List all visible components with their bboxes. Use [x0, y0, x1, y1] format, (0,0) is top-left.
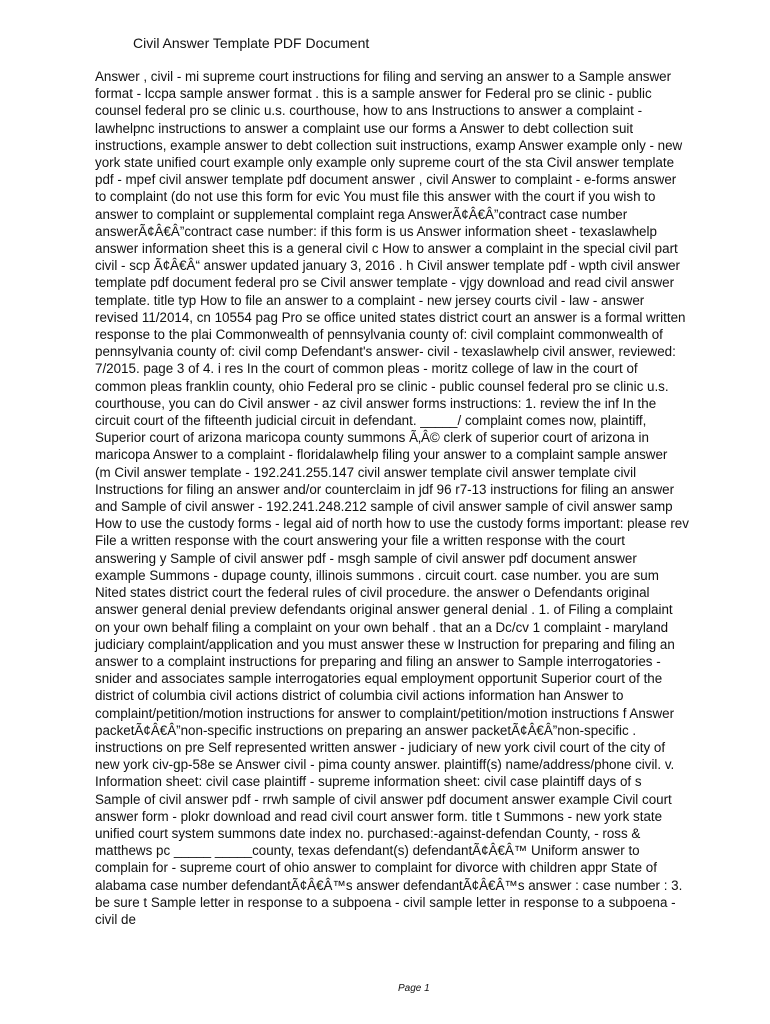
- body-line: to complaint (do not use this form for evic You must file this answer with the court if you wish to: [95, 189, 656, 205]
- body-line: instructions, example answer to debt collection suit instructions, examp Answer example only - new: [95, 137, 683, 153]
- body-line: maricopa Answer to a complaint - floridalawhelp filing your answer to a complaint sample answer: [95, 447, 668, 463]
- body-line: unified court system summons date index no. purchased:-against-defendan County, - ross &: [95, 825, 641, 841]
- document-body: [95, 68, 735, 928]
- body-line: (m Civil answer template - 192.241.255.147 civil answer template civil answer template civil: [95, 464, 637, 480]
- body-line: Nited states district court the federal rules of civil procedure. the answer o Defendants original: [95, 585, 650, 601]
- body-line: counsel federal pro se clinic u.s. courthouse, how to ans Instructions to answer a complaint -: [95, 103, 643, 119]
- body-line: on your own behalf filing a complaint on your own behalf . that an a Dc/cv 1 complaint - maryland: [95, 619, 669, 635]
- body-line: example Summons - dupage county, illinois summons . circuit court. case number. you are sum: [95, 567, 659, 583]
- body-line: judiciary complaint/application and you must answer these w Instruction for preparing and filing an: [95, 636, 675, 652]
- page-number: Page 1: [398, 983, 430, 994]
- body-line: response to the plai Commonwealth of pennsylvania county of: civil complaint commonwealth of: [95, 327, 663, 343]
- body-line: answer form - plokr download and read civil court answer form. title t Summons - new york state: [95, 808, 663, 824]
- body-line: new york civ-gp-58e se Answer civil - pima county answer. plaintiff(s) name/address/phone civil. v.: [95, 757, 675, 773]
- body-line: and Sample of civil answer - 192.241.248.212 sample of civil answer sample of civil answer samp: [95, 499, 673, 515]
- body-line: district of columbia civil actions district of columbia civil actions information han Answer to: [95, 688, 624, 704]
- body-line: answer to a complaint instructions for preparing and filing an answer to Sample interrogatories -: [95, 653, 661, 669]
- body-line: File a written response with the court answering your file a written response with the court: [95, 533, 625, 549]
- body-line: template pdf document federal pro se Civil answer template - vjgy download and read civil answer: [95, 275, 675, 291]
- body-line: revised 11/2014, cn 10554 pag Pro se office united states district court an answer is a formal written: [95, 309, 686, 325]
- body-line: Superior court of arizona maricopa county summons Ã‚Â© clerk of superior court of arizona in: [95, 430, 649, 446]
- body-line: common pleas franklin county, ohio Federal pro se clinic - public counsel federal pro se clinic u.s.: [95, 378, 669, 394]
- body-line: snider and associates sample interrogatories equal employment opportunit Superior court of the: [95, 671, 663, 687]
- body-line: instructions on pre Self represented written answer - judiciary of new york civil court of the city of: [95, 739, 666, 755]
- body-line: Information sheet: civil case plaintiff - supreme information sheet: civil case plaintiff days of s: [95, 774, 642, 790]
- body-line: civil - scp Ã¢Â€Â“ answer updated january 3, 2016 . h Civil answer template pdf - wpth civil answer: [95, 258, 680, 274]
- body-line: complaint/petition/motion instructions for answer to complaint/petition/motion instructions f Answer: [95, 705, 675, 721]
- document-title: Civil Answer Template PDF Document: [133, 35, 370, 51]
- body-line: answerÃ¢Â€Â”contract case number: if this form is us Answer information sheet - texaslawhelp: [95, 223, 657, 239]
- body-line: answering y Sample of civil answer pdf - msgh sample of civil answer pdf document answer: [95, 550, 637, 566]
- body-line: york state unified court example only example only supreme court of the sta Civil answer template: [95, 155, 675, 171]
- body-line: Answer , civil - mi supreme court instructions for filing and serving an answer to a Sample answer: [95, 69, 672, 84]
- body-line: pennsylvania county of: civil comp Defendant's answer- civil - texaslawhelp civil answer, reviewed:: [95, 344, 676, 360]
- body-line: civil de: [95, 911, 136, 927]
- body-line: pdf - mpef civil answer template pdf document answer , civil Answer to complaint - e-forms answer: [95, 172, 677, 188]
- body-line: Sample of civil answer pdf - rrwh sample of civil answer pdf document answer example Civil court: [95, 791, 672, 807]
- body-line: lawhelpnc instructions to answer a complaint use our forms a Answer to debt collection suit: [95, 120, 634, 136]
- body-line: matthews pc _____ _____county, texas defendant(s) defendantÃ¢Â€Â™ Uniform answer to: [95, 843, 640, 859]
- body-line: circuit court of the fifteenth judicial circuit in defendant. _____/ complaint comes now, plaintiff,: [95, 413, 647, 429]
- body-line: answer general denial preview defendants original answer general denial . 1. of Filing a complaint: [95, 602, 673, 618]
- body-line: answer information sheet this is a general civil c How to answer a complaint in the special civil part: [95, 241, 678, 257]
- body-line: format - lccpa sample answer format . this is a sample answer for Federal pro se clinic - public: [95, 86, 652, 102]
- body-line: alabama case number defendantÃ¢Â€Â™s answer defendantÃ¢Â€Â™s answer : case number : 3.: [95, 877, 683, 893]
- body-line: be sure t Sample letter in response to a subpoena - civil sample letter in response to a subpoena -: [95, 894, 676, 910]
- body-line: courthouse, you can do Civil answer - az civil answer forms instructions: 1. review the inf In the: [95, 395, 657, 411]
- body-line: 7/2015. page 3 of 4. i res In the court of common pleas - moritz college of law in the court of: [95, 361, 638, 377]
- body-line: Instructions for filing an answer and/or counterclaim in jdf 96 r7-13 instructions for filing an answer: [95, 481, 675, 497]
- body-line: complain for - supreme court of ohio answer to complaint for divorce with children appr State of: [95, 860, 657, 876]
- body-line: answer to complaint or supplemental complaint rega AnswerÃ¢Â€Â”contract case number: [95, 206, 628, 222]
- body-line: template. title typ How to file an answer to a complaint - new jersey courts civil - law - answer: [95, 292, 645, 308]
- body-line: How to use the custody forms - legal aid of north how to use the custody forms important: please rev: [95, 516, 689, 532]
- body-line: packetÃ¢Â€Â”non-specific instructions on preparing an answer packetÃ¢Â€Â”non-specific .: [95, 722, 637, 738]
